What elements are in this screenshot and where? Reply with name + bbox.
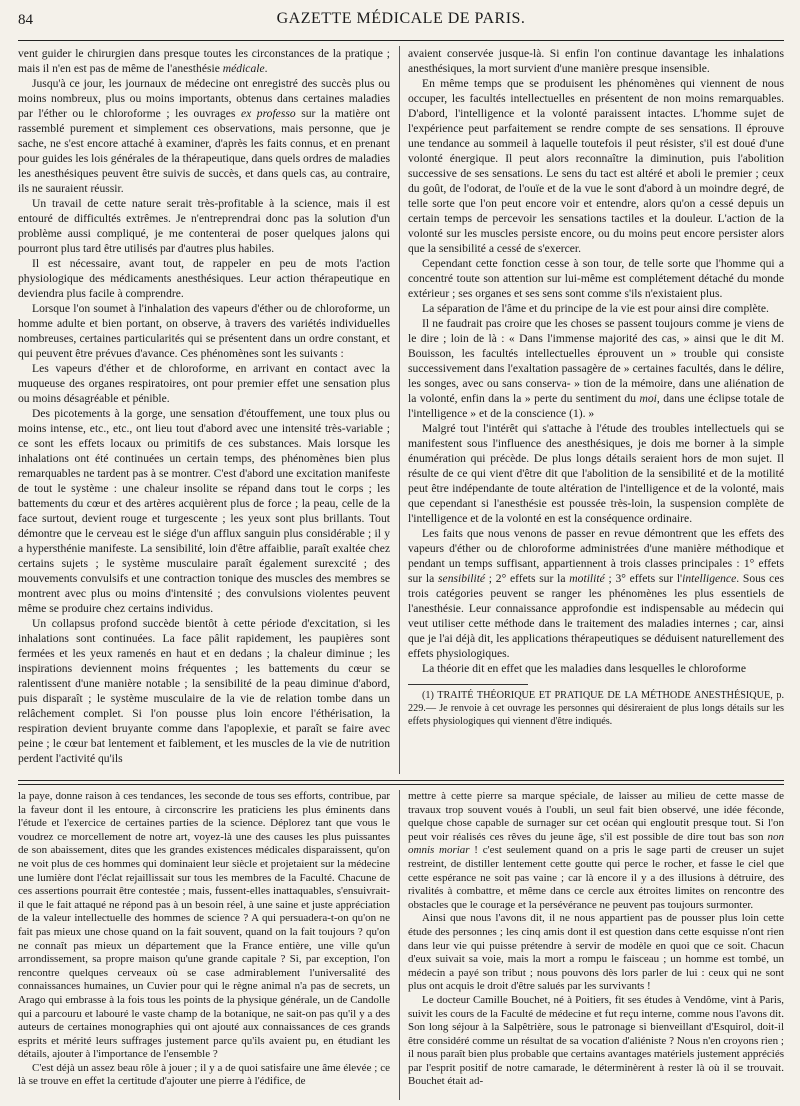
column-divider	[399, 46, 400, 774]
italic-text: moi	[639, 392, 657, 405]
text-run: ; 3° effets sur l'	[604, 572, 683, 585]
text-run: ; 2° effets sur la	[485, 572, 570, 585]
feuilleton-divider	[18, 780, 784, 785]
text-run: Malgré tout l'intérêt qui s'attache à l'étude des troubles intellectuels qui se manifestent sous l'influence des anesthésiques, je dois me borner à la simple énumération qui précède. De plus longs détails seraient hors de mon sujet. Il résulte de ce qui vient d'être dit que l'abolition de la sensibilité et de la motilité peut être indépendante de toute altération de l'intelligence et de la volonté, mais que cependant si l'anesthésie est poussée très-loin, la suspension complète de l'intelligence et de la volonté en est la conséquence ordinaire.	[408, 422, 784, 525]
paragraph	[18, 361, 390, 406]
paragraph	[18, 616, 390, 766]
paragraph	[408, 301, 784, 316]
paragraph	[18, 406, 390, 616]
text-run: vent guider le chirurgien dans presque toutes les circonstances de la pratique ; mais il n'en est pas de même de l'anesthésie	[18, 47, 390, 75]
paragraph	[18, 196, 390, 256]
text-run: Les faits que nous venons de passer en revue démontrent que les effets des vapeurs d'éther ou de chloroforme administrées d'une manière méthodique et pendant un temps suffisant, appartiennent à trois classes principales : 1° effets sur la	[408, 527, 784, 585]
article-column-right-text	[408, 46, 784, 676]
paragraph	[408, 526, 784, 661]
paragraph	[408, 790, 784, 912]
italic-text: non omnis moriar	[408, 830, 784, 857]
text-run: avaient conservée jusque-là. Si enfin l'on continue davantage les inhalations anesthésiques, la mort survient d'une manière presque insensible.	[408, 47, 784, 75]
paragraph	[18, 1062, 390, 1089]
text-run: Cependant cette fonction cesse à son tour, de telle sorte que l'homme qui a concentré toute son attention sur lui-même est complétement détaché du monde extérieur ; ses organes et ses sens sont comme s'ils n'existaient plus.	[408, 257, 784, 300]
paragraph	[18, 301, 390, 361]
footnote: (1) TRAITÉ THÉORIQUE ET PRATIQUE DE LA MÉTHODE ANESTHÉSIQUE, p. 229.— Je renvoie à cet ouvrage les personnes qui désireraient de plus longs détails sur les effets physiologiques qui viennent d'être indiqués.	[408, 690, 784, 727]
text-run: La théorie dit en effet que les maladies dans lesquelles le chloroforme	[422, 662, 746, 675]
page-number: 84	[18, 12, 33, 28]
article-section	[18, 46, 784, 774]
text-run: Les vapeurs d'éther et de chloroforme, en arrivant en contact avec la muqueuse des organes respiratoires, ont pour premier effet une sensation plus ou moins désagréable et pénible.	[18, 362, 390, 405]
text-run: Il ne faudrait pas croire que les choses se passent toujours comme je viens de le dire ; loin de là : « Dans l'immense majorité des cas, » ainsi que le dit M. Bouisson, les facultés intellectuelles éprouvent un » trouble qui consiste successivement dans l'exaltation passagère de » certaines facultés, dans le délire, les songes, avec ou sans conserva- » tion de la mémoire, dans une aliénation de la volonté, enfin dans la » perte du sentiment du	[408, 317, 784, 405]
text-run: Jusqu'à ce jour, les journaux de médecine ont enregistré des succès plus ou moins nombreux, plus ou moins importants, obtenus dans certaines maladies par l'éther ou le chloroforme ; les ouvrages	[18, 77, 390, 120]
text-run: Un collapsus profond succède bientôt à cette période d'excitation, si les inhalations sont continuées. La face pâlit rapidement, les paupières sont fermées et les yeux ramenés en haut et en dedans ; la chaleur diminue ; les inspirations deviennent moins fréquentes ; les battements du cœur se ralentissent d'une manière notable ; la sensibilité de la peau diminue d'abord, puis disparaît ; le système musculaire de la vie de relation tombe dans un relâchement complet. Si l'on pousse plus loin encore l'éthérisation, la respiration devient bruyante comme dans l'apoplexie, et paraît se faire avec peine ; le cœur bat lentement et faiblement, et les muscles de la vie de nutrition perdent l'activité qu'ils	[18, 617, 390, 765]
paragraph	[18, 256, 390, 301]
text-run: Lorsque l'on soumet à l'inhalation des vapeurs d'éther ou de chloroforme, un homme adulte et bien portant, on observe, à travers des variétés individuelles nombreuses, certaines particularités qui se présentent dans un ordre constant, et qui peuvent être prévues d'avance. Ces phénomènes sont les suivants :	[18, 302, 390, 360]
text-run: La séparation de l'âme et du principe de la vie est pour ainsi dire complète.	[422, 302, 769, 315]
paragraph	[18, 46, 390, 76]
text-run: Un travail de cette nature serait très-profitable à la science, mais il est entouré de difficultés extrêmes. Je n'entreprendrai donc pas la solution d'un problème aussi compliqué, je me contenterai de poser quelques jalons qui pourront plus tard être utilisés par d'autres plus habiles.	[18, 197, 390, 255]
text-run: . Sous ces trois catégories peuvent se ranger les phénomènes les plus essentiels de l'anesthésie. Leur connaissance approfondie est indispensable au médecin qui veut utiliser cette méthode dans le traitement des maladies internes ; car, ainsi que je l'ai déjà dit, les applications thérapeutiques se déduisent naturellement des effets physiologiques.	[408, 572, 784, 660]
text-run: Ainsi que nous l'avons dit, il ne nous appartient pas de pousser plus loin cette étude des personnes ; les cinq amis dont il est question dans cette esquisse n'ont rien dans leur vie qui puisse prétendre à servir de modèle en quoi que ce soit. Chacun d'eux suivait sa voie, mais la mort a rompu le faisceau ; un homme est tombé, un médecin a payé son tribut ; nous pouvons dès lors parler de lui : ceux qui ne sont plus ont acquis le droit d'être salués par les survivants !	[408, 912, 784, 993]
paragraph	[18, 790, 390, 1062]
italic-text: médicale	[222, 62, 265, 75]
paragraph	[408, 912, 784, 994]
article-column-right	[408, 46, 784, 774]
article-column-left	[18, 46, 390, 774]
column-divider-lower	[399, 790, 400, 1100]
paragraph	[408, 256, 784, 301]
text-run: Il est nécessaire, avant tout, de rappeler en peu de mots l'action physiologique des médicaments anesthésiques. Leur action thérapeutique en deviendra plus facile à comprendre.	[18, 257, 390, 300]
text-run: mettre à cette pierre sa marque spéciale, de laisser au milieu de cette masse de travaux trop souvent voués à l'oubli, un seul fait bien observé, une idée féconde, quelque chose capable de surnager sur cet océan qui engloutit presque tout. Si l'on peut voir réalisés ces rêves du jeune âge, s'il est possible de dire tout bas son	[408, 790, 784, 843]
feuilleton-column-left	[18, 790, 390, 1100]
text-run: En même temps que se produisent les phénomènes qui viennent de nous occuper, les facultés intellectuelles en présentent de non moins remarquables. D'abord, l'intelligence et la volonté paraissent intactes. L'homme sujet de l'expérience peut parfaitement se rendre compte de ses sensations. Il éprouve une tendance au sommeil à laquelle toutefois il peut résister, s'il est doué d'une volonté énergique. Il peut alors reconnaître la diminution, puis l'abolition successive de ses sensations. Le sens du tact est altéré et aboli le premier ; ceux du goût, de l'odorat, de l'ouïe et de la vue le sont d'abord à un moindre degré, de telle sorte que l'on peut encore voir et entendre, alors qu'on a cessé depuis un certain temps de percevoir les sensations tactiles et la douleur. L'action de la volonté sur les muscles persiste encore, ou du moins peut encore persister alors que la sensibilité a cessé de s'exercer.	[408, 77, 784, 255]
text-run: Des picotements à la gorge, une sensation d'étouffement, une toux plus ou moins intense, etc., etc., ont lieu tout d'abord avec une intensité très-variable ; ce sont les effets locaux ou primitifs de ces substances. Mais lorsque les inhalations ont été continuées un certain temps, des phénomènes bien plus remarquables ne tardent pas à se montrer. C'est d'abord une excitation manifeste de tout le système : une chaleur insolite se répand dans tout le corps ; les battements du cœur et des artères acquièrent plus de force ; la peau, celle de la face surtout, devient rouge et turgescente ; les yeux sont plus brillants. Tout démontre que le cerveau est le siége d'un afflux sanguin plus considérable ; il y a hypersthénie manifeste. La sensibilité, loin d'être affaiblie, paraît exaltée chez certains sujets ; le système musculaire paraît également surexcité ; des mouvements convulsifs et une contraction tonique des muscles des membres se montrent avec plus ou moins d'intensité ; des convulsions violentes peuvent même se produire chez certains individus.	[18, 407, 390, 615]
text-run: la paye, donne raison à ces tendances, les seconde de tous ses efforts, contribue, par la faveur dont il les entoure, à circonscrire les praticiens les plus éminents dans l'étude et l'exercice de certaines parties de la science. Déplorez tant que vous le voudrez ce morcellement de notre art, voyez-là une des causes les plus puissantes de son abaissement, dites que les grandes existences médicales disparaissent, qu'on ne voit plus de ces hommes qui dominaient leur siècle et projetaient sur la médecine une lumière dont l'éclat rejaillissait sur tous les membres de la Faculté. Chacune de ces assertions pourrait être contestée ; mais, fussent-elles inattaquables, s'ensuivrait-il que le fait attaqué ne répond pas à un besoin réel, à une saine et juste appréciation de la valeur intellectuelle des hommes de science ? A qui persuadera-t-on qu'on ne fait pas mieux une chose quand on la fait souvent, quand on la fait toujours ? qu'on ne connaît pas mieux un département que la France entière, une ville qu'un arrondissement, sa propre maison qu'une grande capitale ? Si, par exception, l'on rencontre quelques cerveaux où se case admirablement l'universalité des connaissances humaines, un Cuvier pour qui le règne animal n'a pas de secrets, un Arago qui embrasse à la fois tous les points de la physique générale, un de Candolle qui a parcouru et labouré le vaste champ de la botanique, ne sait-on pas qu'il y a des auteurs de certaines monographies qui ont ajouté aux connaissances de ces grands esprits et mérité leurs suffrages justement parce qu'ils avaient pu, en étudiant les détails, ajouter à l'importance de l'ensemble ?	[18, 790, 390, 1061]
text-run: Le docteur Camille Bouchet, né à Poitiers, fit ses études à Vendôme, vint à Paris, suivit les cours de la Faculté de médecine et fut reçu interne, comme nous l'avons dit. Son long séjour à la Salpêtrière, sous le patronage si bienveillant d'Esquirol, doit-il être considéré comme un résultat de sa vocation d'aliéniste ? Nous n'en croyons rien ; il nous paraît bien plus probable que certains avantages matériels justement appréciés par l'esprit positif de notre camarade, le déterminèrent à rester là où il se trouvait. Bouchet était ad-	[408, 993, 784, 1088]
paragraph	[18, 76, 390, 196]
paragraph	[408, 421, 784, 526]
newspaper-page	[18, 8, 784, 1100]
paragraph	[408, 76, 784, 256]
paragraph	[408, 316, 784, 421]
text-run: sur la matière ont rassemblé purement et simplement ces observations, mais personne, que je sache, ne s'est encore attaché à examiner, d'après les faits connus, et en prenant pour guides les lois générales de la thérapeutique, dans quels ordres de maladies les anesthésiques peuvent être suivis de succès, et dans quels cas, au contraire, ils ne sauraient réussir.	[18, 107, 390, 195]
page-header	[18, 8, 784, 41]
italic-text: motilité	[569, 572, 605, 585]
feuilleton-column-right	[408, 790, 784, 1100]
text-run: C'est déjà un assez beau rôle à jouer ; il y a de quoi satisfaire une âme élevée ; ce là se trouve en effet la certitude d'ajouter une pierre à l'édifice, de	[18, 1061, 390, 1088]
italic-text: ex professo	[240, 107, 296, 120]
paragraph	[408, 46, 784, 76]
paragraph	[408, 661, 784, 676]
running-title: GAZETTE MÉDICALE DE PARIS.	[276, 10, 526, 27]
text-run: , dans une éclipse totale de l'intelligence » et de la conscience (1). »	[408, 392, 784, 420]
feuilleton-section	[18, 790, 784, 1100]
italic-text: intelligence	[682, 572, 737, 585]
italic-text: sensibilité	[438, 572, 486, 585]
paragraph	[408, 994, 784, 1089]
text-run: .	[264, 62, 268, 75]
text-run: ! c'est seulement quand on a pris le sage parti de creuser un sujet restreint, de distiller lentement cette goutte qui perce le rocher, et fasse le ciel que cette espérance ne soit pas vaine ; car là encore il y a des illusions à détruire, des rivalités à combattre, et même dans ce cercle aux étroites limites on rencontre des obstacles que le courage et la persévérance ne peuvent pas toujours surmonter.	[408, 844, 784, 911]
footnote-rule	[408, 684, 528, 685]
